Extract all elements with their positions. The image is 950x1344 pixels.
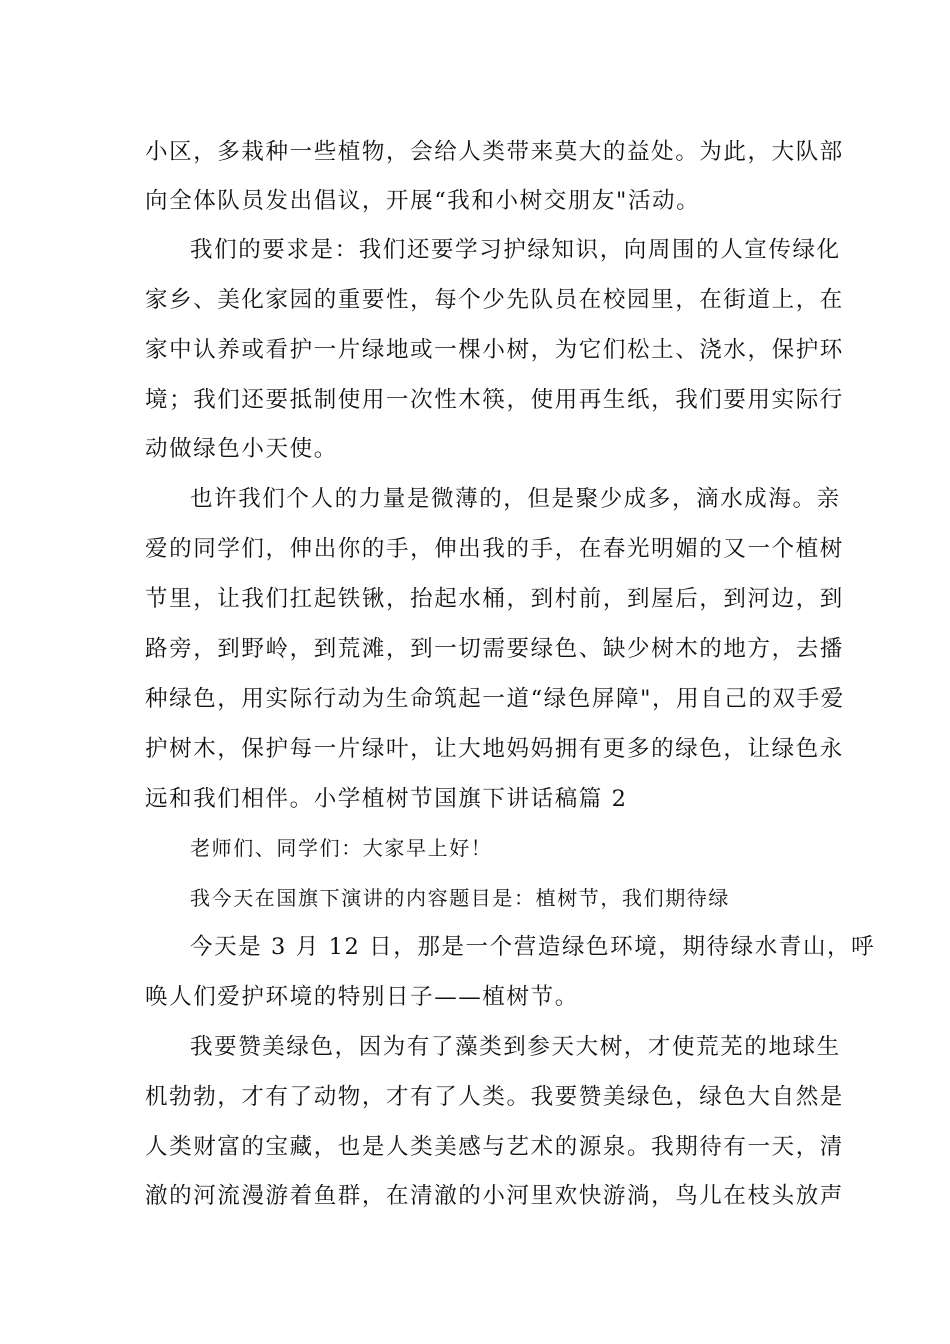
paragraph-line: 境；我们还要抵制使用一次性木筷，使用再生纸，我们要用实际行 <box>145 387 844 413</box>
paragraph-line: 也许我们个人的力量是微薄的，但是聚少成多，滴水成海。亲 <box>190 486 841 512</box>
paragraph-line: 今天是 3 月 12 日，那是一个营造绿色环境，期待绿水青山，呼 <box>190 934 876 960</box>
paragraph-line: 路旁，到野岭，到荒滩，到一切需要绿色、缺少树木的地方，去播 <box>145 636 844 662</box>
topic-line: 我今天在国旗下演讲的内容题目是：植树节，我们期待绿 <box>190 886 730 910</box>
paragraph-line: 人类财富的宝藏，也是人类美感与艺术的源泉。我期待有一天，清 <box>145 1134 844 1160</box>
paragraph-line: 家中认养或看护一片绿地或一棵小树，为它们松土、浇水，保护环 <box>145 337 844 363</box>
paragraph-line: 远和我们相伴。小学植树节国旗下讲话稿篇 2 <box>145 786 628 812</box>
paragraph-line: 我们的要求是：我们还要学习护绿知识，向周围的人宣传绿化 <box>190 237 841 263</box>
paragraph-line: 机勃勃，才有了动物，才有了人类。我要赞美绿色，绿色大自然是 <box>145 1084 844 1110</box>
paragraph-line: 向全体队员发出倡议，开展“我和小树交朋友"活动。 <box>145 188 701 214</box>
paragraph-line: 动做绿色小天使。 <box>145 436 338 462</box>
greeting-line: 老师们、同学们：大家早上好！ <box>190 836 493 860</box>
paragraph-line: 爱的同学们，伸出你的手，伸出我的手，在春光明媚的又一个植树 <box>145 536 844 562</box>
paragraph-line: 家乡、美化家园的重要性，每个少先队员在校园里，在街道上，在 <box>145 287 844 313</box>
paragraph-line: 小区，多栽种一些植物，会给人类带来莫大的益处。为此，大队部 <box>145 139 844 165</box>
paragraph-line: 种绿色，用实际行动为生命筑起一道“绿色屏障"，用自己的双手爱 <box>145 686 845 712</box>
paragraph-line: 唤人们爱护环境的特别日子——植树节。 <box>145 984 579 1010</box>
paragraph-line: 护树木，保护每一片绿叶，让大地妈妈拥有更多的绿色，让绿色永 <box>145 736 844 762</box>
paragraph-line: 我要赞美绿色，因为有了藻类到参天大树，才使荒芜的地球生 <box>190 1034 841 1060</box>
paragraph-line: 节里，让我们扛起铁锹，抬起水桶，到村前，到屋后，到河边，到 <box>145 586 844 612</box>
paragraph-line: 澈的河流漫游着鱼群，在清澈的小河里欢快游淌，鸟儿在枝头放声 <box>145 1183 844 1209</box>
